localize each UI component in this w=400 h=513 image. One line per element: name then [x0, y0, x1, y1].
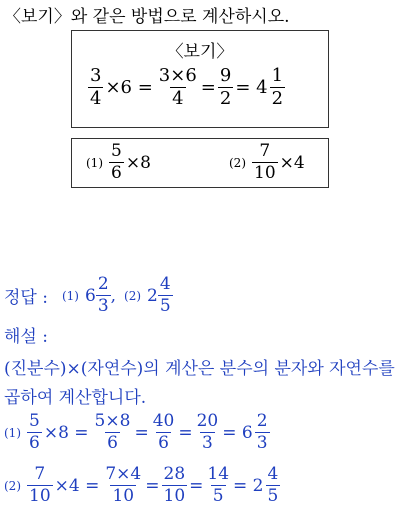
- answer-1-fraction: $\frac{2}{3}$: [97, 274, 109, 316]
- s2-fraction-b: $\frac{7\times 4}{10}$: [105, 464, 142, 506]
- s2-fraction-a: $\frac{7}{10}$: [29, 464, 51, 506]
- answer-label: 정답 :: [4, 288, 48, 308]
- problem-2: (2) $\frac{7}{10}$ ×4: [229, 141, 305, 183]
- answer-2-fraction: $\frac{4}{5}$: [159, 274, 171, 316]
- example-equation: $\frac{3}{4}$ ×6 = $\frac{3\times 6}{4}$ = $\frac{9}{2}$ = 4 $\frac{1}{2}$: [90, 65, 284, 109]
- s1-fraction-a: $\frac{5}{6}$: [29, 411, 40, 453]
- s2-fraction-c: $\frac{28}{10}$: [163, 464, 186, 506]
- problem-1-fraction: $\frac{5}{6}$: [111, 141, 122, 183]
- solution-step-2: (2) $\frac{7}{10}$ ×4 = $\frac{7\times 4}{10}$ = $\frac{28}{10}$ = $\frac{14}{5}$ = 2 $\frac{4}{5}$: [4, 464, 279, 506]
- s2-fraction-d: $\frac{14}{5}$: [207, 464, 230, 506]
- example-fraction-3: $\frac{9}{2}$: [219, 65, 232, 109]
- problem-1: (1) $\frac{5}{6}$ ×8: [86, 141, 151, 183]
- example-label: 〈보기〉: [166, 42, 234, 62]
- solution-text-2: 곱하여 계산합니다.: [4, 388, 147, 408]
- example-fraction-2: $\frac{3\times 6}{4}$: [158, 65, 197, 109]
- example-fraction-4: $\frac{1}{2}$: [271, 65, 284, 109]
- s2-fraction-e: $\frac{4}{5}$: [267, 464, 279, 506]
- example-fraction-1: $\frac{3}{4}$: [90, 65, 102, 109]
- solution-text-1: (진분수)×(자연수)의 계산은 분수의 분자와 자연수를: [4, 359, 395, 379]
- s1-fraction-b: $\frac{5\times 8}{6}$: [94, 411, 131, 453]
- problem-2-fraction: $\frac{7}{10}$: [254, 141, 276, 183]
- question-instruction: 〈보기〉와 같은 방법으로 계산하시오.: [4, 7, 290, 27]
- s1-fraction-d: $\frac{20}{3}$: [196, 411, 219, 453]
- answer-line: 정답 : (1) 6 $\frac{2}{3}$ , (2) 2 $\frac{4}{5}$: [4, 274, 171, 316]
- s1-fraction-e: $\frac{2}{3}$: [256, 411, 268, 453]
- s1-fraction-c: $\frac{40}{6}$: [152, 411, 175, 453]
- solution-label: 해설 :: [4, 327, 48, 347]
- solution-step-1: (1) $\frac{5}{6}$ ×8 = $\frac{5\times 8}{6}$ = $\frac{40}{6}$ = $\frac{20}{3}$ = 6 $\frac{2}{3}$: [4, 411, 268, 453]
